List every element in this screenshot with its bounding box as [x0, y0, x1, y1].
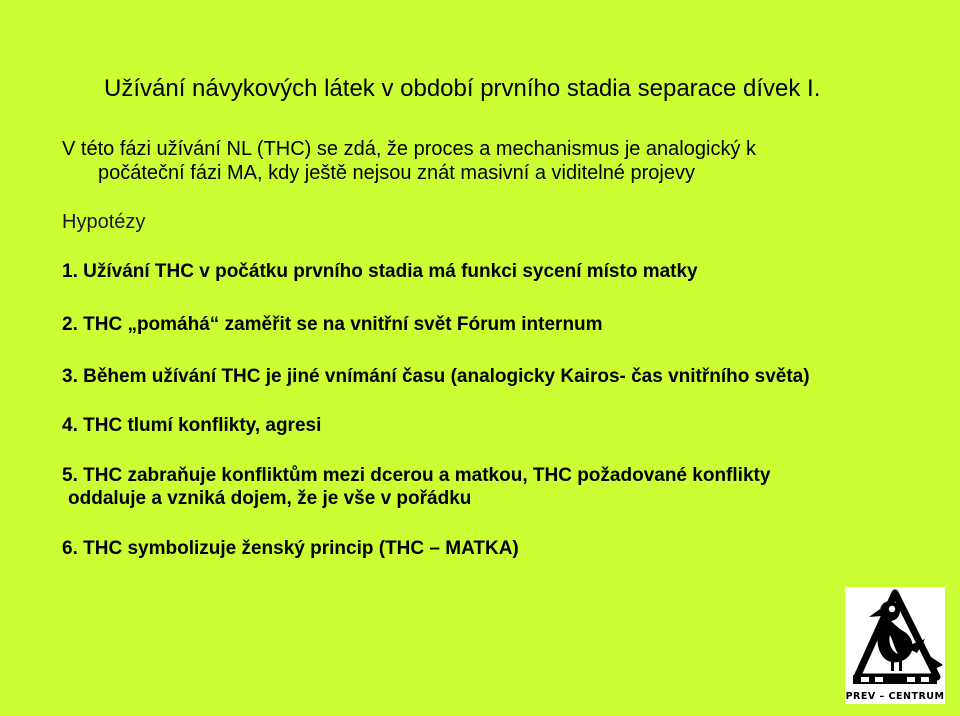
- logo-text: PREV – CENTRUM: [845, 691, 945, 702]
- hypothesis-item-5: [62, 464, 770, 510]
- bird-logo-icon: [845, 587, 945, 687]
- hypothesis-item-3: [62, 365, 810, 388]
- hypothesis-item-6: [62, 537, 519, 560]
- hypothesis-item-1-text: 1. Užívání THC v počátku prvního stadia má funkci sycení místo matky: [62, 261, 698, 282]
- hypothesis-item-1: [62, 260, 698, 283]
- intro-paragraph: [62, 137, 882, 185]
- hypothesis-item-4: [62, 414, 321, 437]
- intro-line-2: počáteční fázi MA, kdy ještě nejsou znát masivní a viditelné projevy: [98, 162, 695, 184]
- hypothesis-item-3-text: 3. Během užívání THC je jiné vnímání času (analogicky Kairos- čas vnitřního světa): [62, 366, 810, 387]
- intro-line-1: V této fázi užívání NL (THC) se zdá, že proces a mechanismus je analogický k: [62, 138, 756, 160]
- hypothesis-item-4-text: 4. THC tlumí konflikty, agresi: [62, 415, 322, 436]
- slide-title: Užívání návykových látek v období prvního stadia separace dívek I.: [104, 75, 821, 102]
- hypothesis-item-5-text: 5. THC zabraňuje konfliktům mezi dcerou a matkou, THC požadované konflikty: [62, 465, 771, 486]
- hypothesis-item-2: [62, 313, 603, 336]
- hypothesis-item-6-text: 6. THC symbolizuje ženský princip (THC – MATKA): [62, 538, 519, 559]
- hypothesis-item-2-text: 2. THC „pomáhá“ zaměřit se na vnitřní svět Fórum internum: [62, 314, 603, 335]
- prev-centrum-logo: [845, 587, 945, 704]
- hypotheses-heading: Hypotézy: [62, 211, 146, 233]
- hypothesis-item-5-continuation: oddaluje a vzniká dojem, že je vše v pořádku: [68, 488, 472, 509]
